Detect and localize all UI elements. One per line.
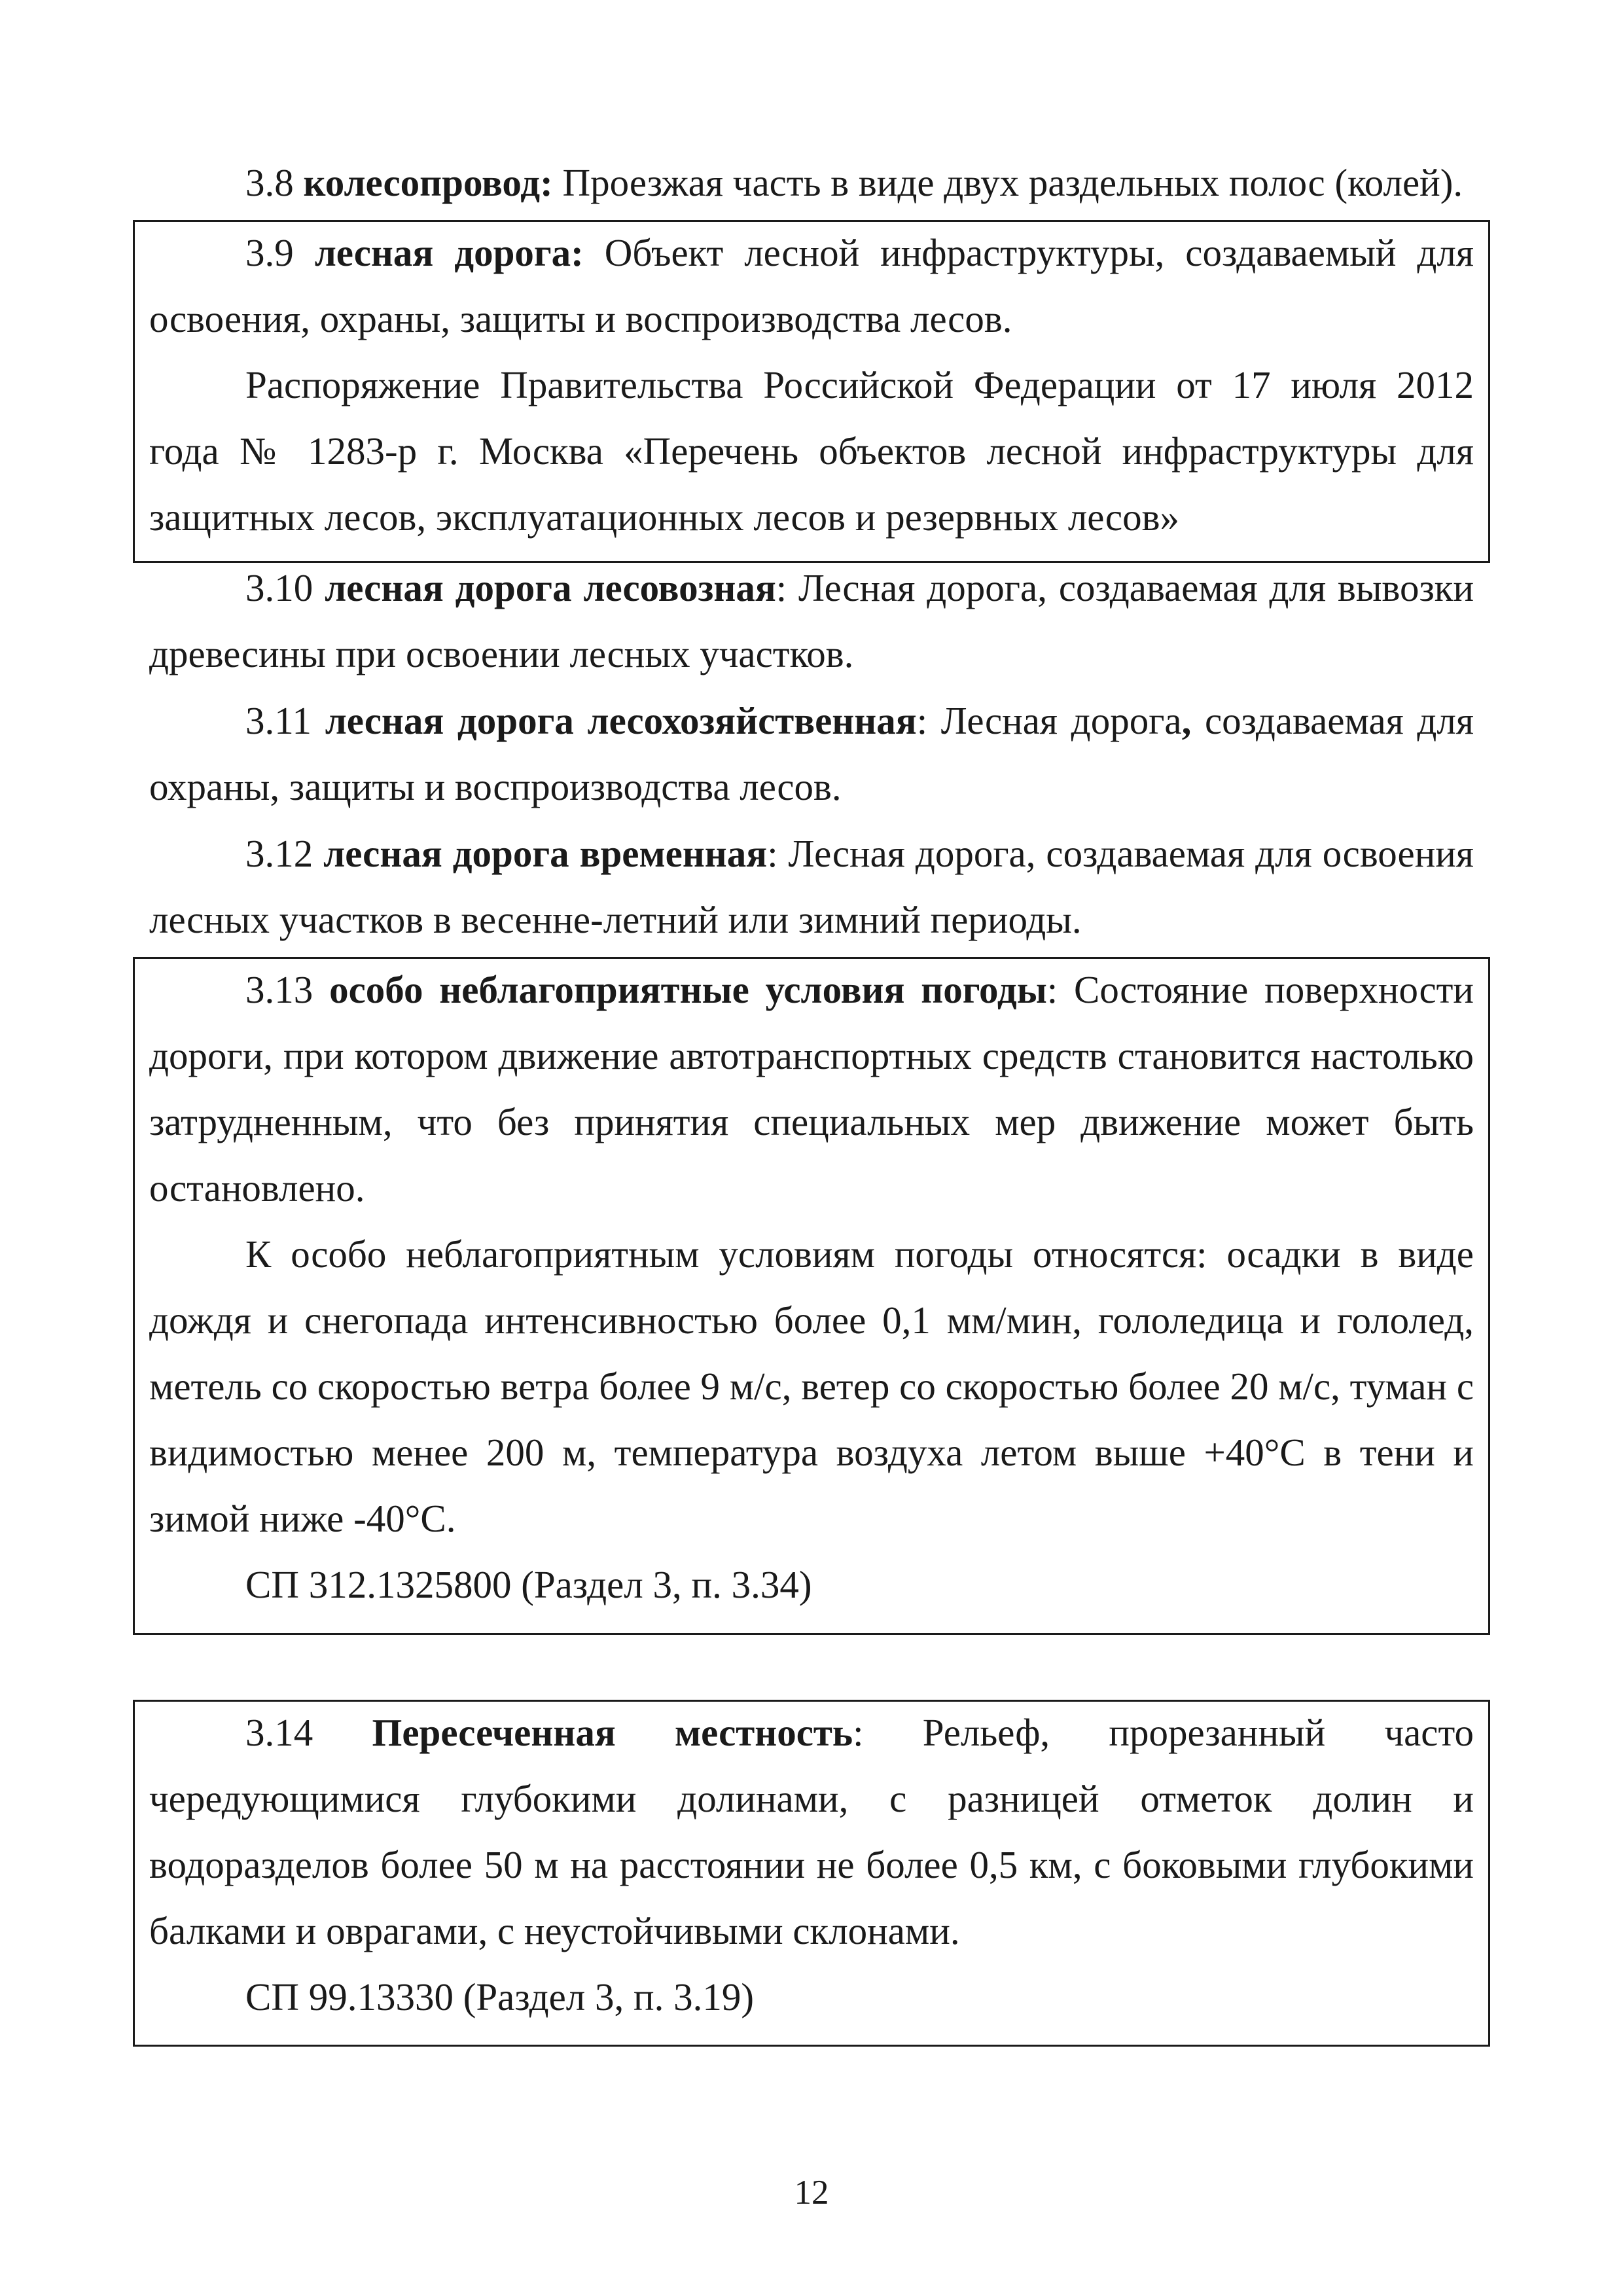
clause-number: 3.13 [245,968,313,1011]
clause-number: 3.8 [245,161,294,204]
clause-number: 3.14 [245,1711,313,1754]
term: Пересеченная местность [372,1711,853,1754]
source-reference: СП 99.13330 (Раздел 3, п. 3.19) [245,1975,754,2018]
clause-number: 3.11 [245,699,312,742]
definition-3-13 [149,957,1474,1221]
definition-text: : Состояние поверхности дороги, при котором движение автотранспортных средств становится настолько затрудненным, что без принятия специальных мер движение может быть остановлено. [149,968,1474,1210]
definition-box-3-13 [133,957,1490,1635]
source-reference: Распоряжение Правительства Российской Федерации от 17 июля 2012 года № 1283-р г. Москва «Перечень объектов лесной инфраструктуры для защитных лесов, эксплуатационных лесов и резервных лесов» [149,363,1474,539]
clause-number: 3.12 [245,832,313,875]
term: лесная дорога лесохозяйственная [325,699,917,742]
definition-box-3-14 [133,1700,1490,2047]
definition-text: : Лесная дорога [916,699,1182,742]
definition-text: : Рельеф, прорезанный часто чередующимися глубокими долинами, с разницей отметок долин и водоразделов более 50 м на расстоянии не более 0,5 км, с боковыми глубокими балками и оврагами, с неустойчивыми склонами. [149,1711,1474,1952]
definition-3-14 [149,1700,1474,1964]
clause-number: 3.9 [245,231,294,274]
term: лесная дорога временная [323,832,768,875]
definition-box-3-9 [133,220,1490,563]
page-number: 12 [794,2174,829,2212]
term: лесная дорога: [314,231,584,274]
bold-comma: , [1181,699,1192,742]
term: колесопровод: [303,161,553,204]
definition-text: Проезжая часть в виде двух раздельных полос (колей). [552,161,1463,204]
definition-text: Объект лесной инфраструктуры, создаваемый для освоения, охраны, защиты и воспроизводства лесов. [149,231,1474,340]
definition-text-continued: создаваемая для охраны, защиты и воспроизводства лесов. [149,699,1474,808]
definition-text: : Лесная дорога, создаваемая для освоения лесных участков в весенне-летний или зимний периоды. [149,832,1474,941]
definition-3-11 [149,688,1474,820]
definition-text: : Лесная дорога, создаваемая для вывозки древесины при освоении лесных участков. [149,566,1474,675]
definition-3-9 [149,220,1474,352]
term: особо неблагоприятные условия погоды [329,968,1047,1011]
definition-3-8 [149,150,1474,216]
clause-number: 3.10 [245,566,313,609]
term: лесная дорога лесовозная [325,566,776,609]
source-reference: СП 312.1325800 (Раздел 3, п. 3.34) [245,1563,812,1606]
definition-3-10 [149,555,1474,687]
weather-conditions-note: К особо неблагоприятным условиям погоды относятся: осадки в виде дождя и снегопада интенсивностью более 0,1 мм/мин, гололедица и гололед, метель со скоростью ветра более 9 м/с, ветер со скоростью более 20 м/с, туман с видимостью менее 200 м, температура воздуха летом выше +40°С в тени и зимой ниже -40°С. [149,1232,1474,1540]
definition-3-12 [149,821,1474,953]
